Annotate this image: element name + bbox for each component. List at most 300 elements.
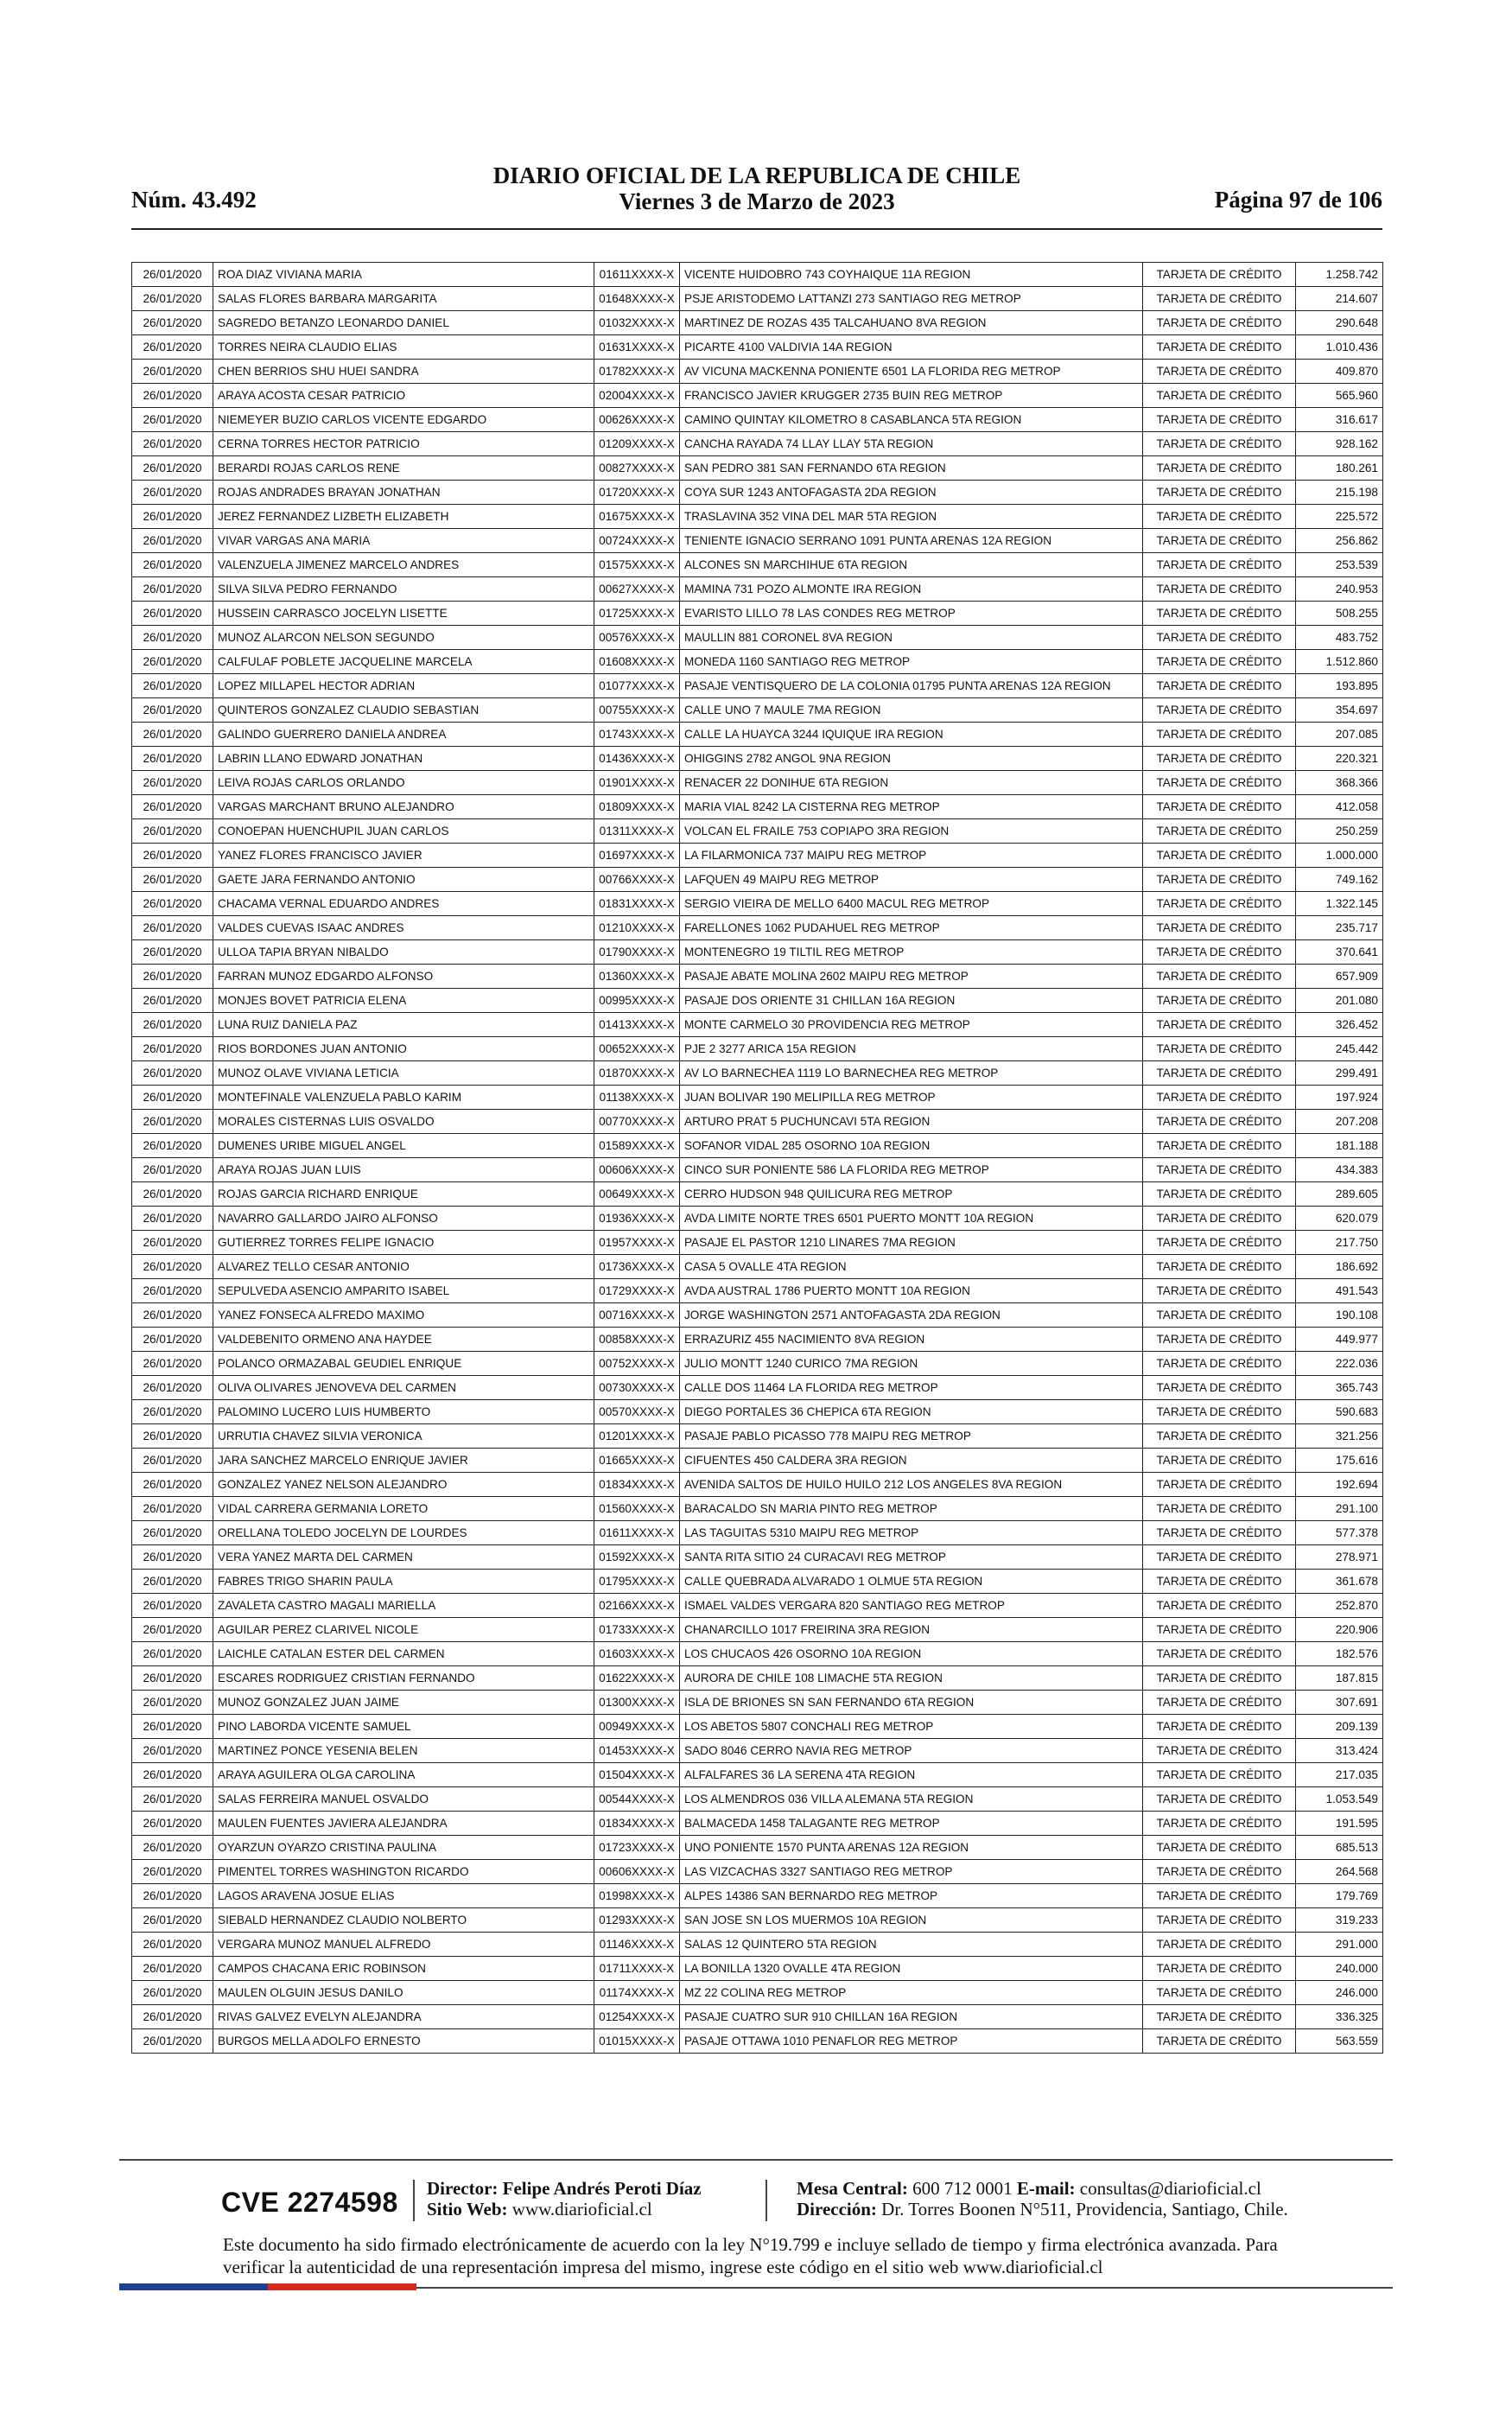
payment-type-cell: TARJETA DE CRÉDITO (1143, 1182, 1296, 1207)
table-row (132, 940, 1383, 965)
amount-cell: 197.924 (1296, 1086, 1383, 1110)
name-cell: CHACAMA VERNAL EDUARDO ANDRES (213, 892, 594, 916)
address-cell: EVARISTO LILLO 78 LAS CONDES REG METROP (680, 602, 1143, 626)
rut-cell: 01611XXXX-X (594, 263, 680, 287)
payment-type-cell: TARJETA DE CRÉDITO (1143, 263, 1296, 287)
address-cell: CALLE DOS 11464 LA FLORIDA REG METROP (680, 1376, 1143, 1400)
table-row (132, 529, 1383, 553)
date-cell: 26/01/2020 (132, 577, 213, 602)
publication-title (131, 162, 1382, 214)
address-cell: CAMINO QUINTAY KILOMETRO 8 CASABLANCA 5TA REGION (680, 408, 1143, 432)
payment-type-cell: TARJETA DE CRÉDITO (1143, 1570, 1296, 1594)
footer-separator (766, 2180, 767, 2221)
name-cell: VERA YANEZ MARTA DEL CARMEN (213, 1545, 594, 1570)
amount-cell: 278.971 (1296, 1545, 1383, 1570)
date-cell: 26/01/2020 (132, 1545, 213, 1570)
address-cell: VOLCAN EL FRAILE 753 COPIAPO 3RA REGION (680, 819, 1143, 844)
address-cell: MONEDA 1160 SANTIAGO REG METROP (680, 650, 1143, 674)
rut-cell: 01504XXXX-X (594, 1763, 680, 1787)
payment-type-cell: TARJETA DE CRÉDITO (1143, 311, 1296, 335)
date-cell: 26/01/2020 (132, 1787, 213, 1812)
rut-cell: 01015XXXX-X (594, 2029, 680, 2054)
rut-cell: 01209XXXX-X (594, 432, 680, 456)
records-table (131, 262, 1383, 2054)
payment-type-cell: TARJETA DE CRÉDITO (1143, 1134, 1296, 1158)
rut-cell: 00627XXXX-X (594, 577, 680, 602)
payment-type-cell: TARJETA DE CRÉDITO (1143, 771, 1296, 795)
amount-cell: 220.321 (1296, 747, 1383, 771)
payment-type-cell: TARJETA DE CRÉDITO (1143, 408, 1296, 432)
publication-name: DIARIO OFICIAL DE LA REPUBLICA DE CHILE (492, 162, 1021, 188)
address-cell: AVDA LIMITE NORTE TRES 6501 PUERTO MONTT 10A REGION (680, 1207, 1143, 1231)
name-cell: SAGREDO BETANZO LEONARDO DANIEL (213, 311, 594, 335)
records-table-wrapper (131, 262, 1382, 2054)
date-cell: 26/01/2020 (132, 989, 213, 1013)
table-row (132, 1086, 1383, 1110)
date-cell: 26/01/2020 (132, 1400, 213, 1424)
date-cell: 26/01/2020 (132, 1521, 213, 1545)
payment-type-cell: TARJETA DE CRÉDITO (1143, 1836, 1296, 1860)
table-row (132, 1255, 1383, 1279)
date-cell: 26/01/2020 (132, 1376, 213, 1400)
email-address[interactable]: consultas@diarioficial.cl (1079, 2178, 1261, 2199)
payment-type-cell: TARJETA DE CRÉDITO (1143, 1255, 1296, 1279)
payment-type-cell: TARJETA DE CRÉDITO (1143, 287, 1296, 311)
name-cell: GAETE JARA FERNANDO ANTONIO (213, 868, 594, 892)
rut-cell: 00770XXXX-X (594, 1110, 680, 1134)
date-cell: 26/01/2020 (132, 311, 213, 335)
amount-cell: 319.233 (1296, 1908, 1383, 1933)
date-cell: 26/01/2020 (132, 456, 213, 481)
table-row (132, 819, 1383, 844)
table-row (132, 771, 1383, 795)
payment-type-cell: TARJETA DE CRÉDITO (1143, 360, 1296, 384)
amount-cell: 620.079 (1296, 1207, 1383, 1231)
address-cell: CALLE UNO 7 MAULE 7MA REGION (680, 698, 1143, 723)
amount-cell: 209.139 (1296, 1715, 1383, 1739)
date-cell: 26/01/2020 (132, 1570, 213, 1594)
date-cell: 26/01/2020 (132, 1134, 213, 1158)
date-cell: 26/01/2020 (132, 965, 213, 989)
date-cell: 26/01/2020 (132, 1110, 213, 1134)
table-row (132, 1182, 1383, 1207)
amount-cell: 685.513 (1296, 1836, 1383, 1860)
amount-cell: 326.452 (1296, 1013, 1383, 1037)
rut-cell: 00570XXXX-X (594, 1400, 680, 1424)
address-cell: OHIGGINS 2782 ANGOL 9NA REGION (680, 747, 1143, 771)
payment-type-cell: TARJETA DE CRÉDITO (1143, 1981, 1296, 2005)
site-url[interactable]: www.diarioficial.cl (511, 2199, 652, 2219)
date-cell: 26/01/2020 (132, 1279, 213, 1303)
date-cell: 26/01/2020 (132, 650, 213, 674)
name-cell: YANEZ FLORES FRANCISCO JAVIER (213, 844, 594, 868)
payment-type-cell: TARJETA DE CRÉDITO (1143, 795, 1296, 819)
mesa-label: Mesa Central: (797, 2178, 908, 2199)
rut-cell: 00649XXXX-X (594, 1182, 680, 1207)
table-row (132, 1545, 1383, 1570)
amount-cell: 291.100 (1296, 1497, 1383, 1521)
table-row (132, 916, 1383, 940)
address-cell: PASAJE DOS ORIENTE 31 CHILLAN 16A REGION (680, 989, 1143, 1013)
rut-cell: 00752XXXX-X (594, 1352, 680, 1376)
payment-type-cell: TARJETA DE CRÉDITO (1143, 529, 1296, 553)
amount-cell: 483.752 (1296, 626, 1383, 650)
rut-cell: 01201XXXX-X (594, 1424, 680, 1449)
table-row (132, 456, 1383, 481)
payment-type-cell: TARJETA DE CRÉDITO (1143, 1908, 1296, 1933)
date-cell: 26/01/2020 (132, 1981, 213, 2005)
payment-type-cell: TARJETA DE CRÉDITO (1143, 626, 1296, 650)
address-cell: SALAS 12 QUINTERO 5TA REGION (680, 1933, 1143, 1957)
rut-cell: 01611XXXX-X (594, 1521, 680, 1545)
address-cell: MONTENEGRO 19 TILTIL REG METROP (680, 940, 1143, 965)
payment-type-cell: TARJETA DE CRÉDITO (1143, 2005, 1296, 2029)
payment-type-cell: TARJETA DE CRÉDITO (1143, 1642, 1296, 1666)
name-cell: PALOMINO LUCERO LUIS HUMBERTO (213, 1400, 594, 1424)
table-row (132, 360, 1383, 384)
amount-cell: 291.000 (1296, 1933, 1383, 1957)
payment-type-cell: TARJETA DE CRÉDITO (1143, 1763, 1296, 1787)
rut-cell: 01603XXXX-X (594, 1642, 680, 1666)
address-cell: UNO PONIENTE 1570 PUNTA ARENAS 12A REGION (680, 1836, 1143, 1860)
name-cell: JEREZ FERNANDEZ LIZBETH ELIZABETH (213, 505, 594, 529)
address-cell: DIEGO PORTALES 36 CHEPICA 6TA REGION (680, 1400, 1143, 1424)
rut-cell: 01870XXXX-X (594, 1061, 680, 1086)
date-cell: 26/01/2020 (132, 432, 213, 456)
date-cell: 26/01/2020 (132, 1836, 213, 1860)
table-row (132, 1618, 1383, 1642)
name-cell: MUNOZ GONZALEZ JUAN JAIME (213, 1691, 594, 1715)
rut-cell: 01831XXXX-X (594, 892, 680, 916)
name-cell: FABRES TRIGO SHARIN PAULA (213, 1570, 594, 1594)
payment-type-cell: TARJETA DE CRÉDITO (1143, 1812, 1296, 1836)
table-row (132, 1303, 1383, 1328)
amount-cell: 316.617 (1296, 408, 1383, 432)
amount-cell: 365.743 (1296, 1376, 1383, 1400)
address-cell: CALLE LA HUAYCA 3244 IQUIQUE IRA REGION (680, 723, 1143, 747)
payment-type-cell: TARJETA DE CRÉDITO (1143, 1666, 1296, 1691)
amount-cell: 361.678 (1296, 1570, 1383, 1594)
name-cell: NIEMEYER BUZIO CARLOS VICENTE EDGARDO (213, 408, 594, 432)
payment-type-cell: TARJETA DE CRÉDITO (1143, 1691, 1296, 1715)
address-label: Dirección: (797, 2199, 877, 2219)
date-cell: 26/01/2020 (132, 1424, 213, 1449)
table-row (132, 481, 1383, 505)
date-cell: 26/01/2020 (132, 1061, 213, 1086)
rut-cell: 01725XXXX-X (594, 602, 680, 626)
address-cell: MARIA VIAL 8242 LA CISTERNA REG METROP (680, 795, 1143, 819)
payment-type-cell: TARJETA DE CRÉDITO (1143, 1497, 1296, 1521)
name-cell: LUNA RUIZ DANIELA PAZ (213, 1013, 594, 1037)
rut-cell: 01998XXXX-X (594, 1884, 680, 1908)
name-cell: JARA SANCHEZ MARCELO ENRIQUE JAVIER (213, 1449, 594, 1473)
amount-cell: 256.862 (1296, 529, 1383, 553)
rut-cell: 01720XXXX-X (594, 481, 680, 505)
name-cell: SALAS FERREIRA MANUEL OSVALDO (213, 1787, 594, 1812)
rut-cell: 00606XXXX-X (594, 1158, 680, 1182)
name-cell: VERGARA MUNOZ MANUEL ALFREDO (213, 1933, 594, 1957)
footer-divider-top (119, 2159, 1393, 2161)
table-row (132, 1328, 1383, 1352)
address-cell: MZ 22 COLINA REG METROP (680, 1981, 1143, 2005)
amount-cell: 180.261 (1296, 456, 1383, 481)
amount-cell: 565.960 (1296, 384, 1383, 408)
table-row (132, 1110, 1383, 1134)
name-cell: MONTEFINALE VALENZUELA PABLO KARIM (213, 1086, 594, 1110)
amount-cell: 299.491 (1296, 1061, 1383, 1086)
rut-cell: 01697XXXX-X (594, 844, 680, 868)
date-cell: 26/01/2020 (132, 795, 213, 819)
amount-cell: 289.605 (1296, 1182, 1383, 1207)
address-cell: FRANCISCO JAVIER KRUGGER 2735 BUIN REG METROP (680, 384, 1143, 408)
name-cell: VALDEBENITO ORMENO ANA HAYDEE (213, 1328, 594, 1352)
rut-cell: 00544XXXX-X (594, 1787, 680, 1812)
name-cell: QUINTEROS GONZALEZ CLAUDIO SEBASTIAN (213, 698, 594, 723)
date-cell: 26/01/2020 (132, 1473, 213, 1497)
payment-type-cell: TARJETA DE CRÉDITO (1143, 432, 1296, 456)
amount-cell: 214.607 (1296, 287, 1383, 311)
name-cell: SEPULVEDA ASENCIO AMPARITO ISABEL (213, 1279, 594, 1303)
payment-type-cell: TARJETA DE CRÉDITO (1143, 1328, 1296, 1352)
table-row (132, 892, 1383, 916)
address-cell: FARELLONES 1062 PUDAHUEL REG METROP (680, 916, 1143, 940)
address-cell: JORGE WASHINGTON 2571 ANTOFAGASTA 2DA REGION (680, 1303, 1143, 1328)
rut-cell: 00716XXXX-X (594, 1303, 680, 1328)
rut-cell: 00730XXXX-X (594, 1376, 680, 1400)
table-row (132, 626, 1383, 650)
date-cell: 26/01/2020 (132, 481, 213, 505)
rut-cell: 01300XXXX-X (594, 1691, 680, 1715)
address-cell: LOS CHUCAOS 426 OSORNO 10A REGION (680, 1642, 1143, 1666)
name-cell: SIEBALD HERNANDEZ CLAUDIO NOLBERTO (213, 1908, 594, 1933)
legal-notice: Este documento ha sido firmado electrónicamente de acuerdo con la ley N°19.799 e incluye sellado de tiempo y firma electrónica avanzada. Para verificar la autenticidad de una representación impresa del mismo, ingrese este código en el sitio web www.diarioficial.cl (223, 2234, 1278, 2277)
table-row (132, 1787, 1383, 1812)
table-row (132, 1933, 1383, 1957)
rut-cell: 01210XXXX-X (594, 916, 680, 940)
rut-cell: 01592XXXX-X (594, 1545, 680, 1570)
table-row (132, 1400, 1383, 1424)
name-cell: MORALES CISTERNAS LUIS OSVALDO (213, 1110, 594, 1134)
rut-cell: 01293XXXX-X (594, 1908, 680, 1933)
date-cell: 26/01/2020 (132, 1715, 213, 1739)
date-cell: 26/01/2020 (132, 1812, 213, 1836)
payment-type-cell: TARJETA DE CRÉDITO (1143, 577, 1296, 602)
address-cell: AURORA DE CHILE 108 LIMACHE 5TA REGION (680, 1666, 1143, 1691)
address-cell: BARACALDO SN MARIA PINTO REG METROP (680, 1497, 1143, 1521)
rut-cell: 01589XXXX-X (594, 1134, 680, 1158)
date-cell: 26/01/2020 (132, 1642, 213, 1666)
amount-cell: 252.870 (1296, 1594, 1383, 1618)
amount-cell: 590.683 (1296, 1400, 1383, 1424)
table-row (132, 1279, 1383, 1303)
address-cell: CINCO SUR PONIENTE 586 LA FLORIDA REG METROP (680, 1158, 1143, 1182)
address-cell: RENACER 22 DONIHUE 6TA REGION (680, 771, 1143, 795)
name-cell: CERNA TORRES HECTOR PATRICIO (213, 432, 594, 456)
payment-type-cell: TARJETA DE CRÉDITO (1143, 844, 1296, 868)
name-cell: CAMPOS CHACANA ERIC ROBINSON (213, 1957, 594, 1981)
table-row (132, 408, 1383, 432)
name-cell: FARRAN MUNOZ EDGARDO ALFONSO (213, 965, 594, 989)
amount-cell: 577.378 (1296, 1521, 1383, 1545)
address-cell: TRASLAVINA 352 VINA DEL MAR 5TA REGION (680, 505, 1143, 529)
table-row (132, 698, 1383, 723)
table-row (132, 1061, 1383, 1086)
date-cell: 26/01/2020 (132, 529, 213, 553)
amount-cell: 370.641 (1296, 940, 1383, 965)
director-name: Felipe Andrés Peroti Díaz (502, 2178, 702, 2199)
name-cell: LAICHLE CATALAN ESTER DEL CARMEN (213, 1642, 594, 1666)
table-row (132, 1497, 1383, 1521)
amount-cell: 186.692 (1296, 1255, 1383, 1279)
amount-cell: 491.543 (1296, 1279, 1383, 1303)
name-cell: LOPEZ MILLAPEL HECTOR ADRIAN (213, 674, 594, 698)
rut-cell: 01834XXXX-X (594, 1473, 680, 1497)
payment-type-cell: TARJETA DE CRÉDITO (1143, 1933, 1296, 1957)
rut-cell: 01782XXXX-X (594, 360, 680, 384)
name-cell: DUMENES URIBE MIGUEL ANGEL (213, 1134, 594, 1158)
amount-cell: 246.000 (1296, 1981, 1383, 2005)
address-cell: CASA 5 OVALLE 4TA REGION (680, 1255, 1143, 1279)
name-cell: ROA DIAZ VIVIANA MARIA (213, 263, 594, 287)
date-cell: 26/01/2020 (132, 1013, 213, 1037)
address-cell: JUAN BOLIVAR 190 MELIPILLA REG METROP (680, 1086, 1143, 1110)
payment-type-cell: TARJETA DE CRÉDITO (1143, 1473, 1296, 1497)
name-cell: CONOEPAN HUENCHUPIL JUAN CARLOS (213, 819, 594, 844)
table-row (132, 1715, 1383, 1739)
amount-cell: 409.870 (1296, 360, 1383, 384)
date-cell: 26/01/2020 (132, 868, 213, 892)
date-cell: 26/01/2020 (132, 287, 213, 311)
address-cell: CIFUENTES 450 CALDERA 3RA REGION (680, 1449, 1143, 1473)
amount-cell: 217.035 (1296, 1763, 1383, 1787)
date-cell: 26/01/2020 (132, 1763, 213, 1787)
payment-type-cell: TARJETA DE CRÉDITO (1143, 481, 1296, 505)
name-cell: ZAVALETA CASTRO MAGALI MARIELLA (213, 1594, 594, 1618)
date-cell: 26/01/2020 (132, 1255, 213, 1279)
table-row (132, 553, 1383, 577)
amount-cell: 250.259 (1296, 819, 1383, 844)
rut-cell: 01360XXXX-X (594, 965, 680, 989)
date-cell: 26/01/2020 (132, 1086, 213, 1110)
date-cell: 26/01/2020 (132, 916, 213, 940)
page-number: Página 97 de 106 (1214, 187, 1382, 213)
table-row (132, 1207, 1383, 1231)
address-cell: ALCONES SN MARCHIHUE 6TA REGION (680, 553, 1143, 577)
table-row (132, 868, 1383, 892)
payment-type-cell: TARJETA DE CRÉDITO (1143, 1303, 1296, 1328)
amount-cell: 182.576 (1296, 1642, 1383, 1666)
name-cell: BURGOS MELLA ADOLFO ERNESTO (213, 2029, 594, 2054)
address-cell: PASAJE EL PASTOR 1210 LINARES 7MA REGION (680, 1231, 1143, 1255)
address-cell: VICENTE HUIDOBRO 743 COYHAIQUE 11A REGION (680, 263, 1143, 287)
name-cell: CHEN BERRIOS SHU HUEI SANDRA (213, 360, 594, 384)
rut-cell: 01311XXXX-X (594, 819, 680, 844)
payment-type-cell: TARJETA DE CRÉDITO (1143, 1521, 1296, 1545)
address-cell: SOFANOR VIDAL 285 OSORNO 10A REGION (680, 1134, 1143, 1158)
date-cell: 26/01/2020 (132, 408, 213, 432)
address-cell: PASAJE PABLO PICASSO 778 MAIPU REG METROP (680, 1424, 1143, 1449)
cve-code: CVE 2274598 (221, 2187, 398, 2218)
name-cell: ARAYA ACOSTA CESAR PATRICIO (213, 384, 594, 408)
date-cell: 26/01/2020 (132, 723, 213, 747)
table-row (132, 1691, 1383, 1715)
name-cell: ESCARES RODRIGUEZ CRISTIAN FERNANDO (213, 1666, 594, 1691)
flag-stripe-blue (119, 2283, 268, 2290)
address-cell: PASAJE VENTISQUERO DE LA COLONIA 01795 PUNTA ARENAS 12A REGION (680, 674, 1143, 698)
payment-type-cell: TARJETA DE CRÉDITO (1143, 1110, 1296, 1134)
amount-cell: 1.258.742 (1296, 263, 1383, 287)
name-cell: POLANCO ORMAZABAL GEUDIEL ENRIQUE (213, 1352, 594, 1376)
payment-type-cell: TARJETA DE CRÉDITO (1143, 1037, 1296, 1061)
table-row (132, 1763, 1383, 1787)
name-cell: LAGOS ARAVENA JOSUE ELIAS (213, 1884, 594, 1908)
name-cell: GONZALEZ YANEZ NELSON ALEJANDRO (213, 1473, 594, 1497)
rut-cell: 01174XXXX-X (594, 1981, 680, 2005)
rut-cell: 00766XXXX-X (594, 868, 680, 892)
amount-cell: 336.325 (1296, 2005, 1383, 2029)
date-cell: 26/01/2020 (132, 674, 213, 698)
payment-type-cell: TARJETA DE CRÉDITO (1143, 1594, 1296, 1618)
director-label: Director: (427, 2178, 499, 2199)
payment-type-cell: TARJETA DE CRÉDITO (1143, 1400, 1296, 1424)
table-row (132, 795, 1383, 819)
address-cell: LAS TAGUITAS 5310 MAIPU REG METROP (680, 1521, 1143, 1545)
payment-type-cell: TARJETA DE CRÉDITO (1143, 1231, 1296, 1255)
table-row (132, 1158, 1383, 1182)
address-cell: LOS ALMENDROS 036 VILLA ALEMANA 5TA REGION (680, 1787, 1143, 1812)
date-cell: 26/01/2020 (132, 1449, 213, 1473)
payment-type-cell: TARJETA DE CRÉDITO (1143, 1787, 1296, 1812)
rut-cell: 00827XXXX-X (594, 456, 680, 481)
date-cell: 26/01/2020 (132, 263, 213, 287)
payment-type-cell: TARJETA DE CRÉDITO (1143, 1739, 1296, 1763)
address-cell: CALLE QUEBRADA ALVARADO 1 OLMUE 5TA REGION (680, 1570, 1143, 1594)
address-cell: PASAJE ABATE MOLINA 2602 MAIPU REG METROP (680, 965, 1143, 989)
date-cell: 26/01/2020 (132, 1207, 213, 1231)
amount-cell: 245.442 (1296, 1037, 1383, 1061)
amount-cell: 192.694 (1296, 1473, 1383, 1497)
name-cell: OLIVA OLIVARES JENOVEVA DEL CARMEN (213, 1376, 594, 1400)
name-cell: MAULEN FUENTES JAVIERA ALEJANDRA (213, 1812, 594, 1836)
amount-cell: 928.162 (1296, 432, 1383, 456)
table-row (132, 1666, 1383, 1691)
amount-cell: 225.572 (1296, 505, 1383, 529)
flag-stripe-red (268, 2283, 416, 2290)
rut-cell: 01436XXXX-X (594, 747, 680, 771)
rut-cell: 01733XXXX-X (594, 1618, 680, 1642)
rut-cell: 01631XXXX-X (594, 335, 680, 360)
date-cell: 26/01/2020 (132, 602, 213, 626)
payment-type-cell: TARJETA DE CRÉDITO (1143, 892, 1296, 916)
address-cell: COYA SUR 1243 ANTOFAGASTA 2DA REGION (680, 481, 1143, 505)
amount-cell: 1.010.436 (1296, 335, 1383, 360)
amount-cell: 235.717 (1296, 916, 1383, 940)
table-row (132, 965, 1383, 989)
amount-cell: 657.909 (1296, 965, 1383, 989)
payment-type-cell: TARJETA DE CRÉDITO (1143, 1957, 1296, 1981)
address-cell: SERGIO VIEIRA DE MELLO 6400 MACUL REG METROP (680, 892, 1143, 916)
payment-type-cell: TARJETA DE CRÉDITO (1143, 2029, 1296, 2054)
date-cell: 26/01/2020 (132, 747, 213, 771)
table-row (132, 1521, 1383, 1545)
table-row (132, 844, 1383, 868)
rut-cell: 01648XXXX-X (594, 287, 680, 311)
payment-type-cell: TARJETA DE CRÉDITO (1143, 674, 1296, 698)
table-row (132, 311, 1383, 335)
rut-cell: 02004XXXX-X (594, 384, 680, 408)
amount-cell: 193.895 (1296, 674, 1383, 698)
amount-cell: 749.162 (1296, 868, 1383, 892)
